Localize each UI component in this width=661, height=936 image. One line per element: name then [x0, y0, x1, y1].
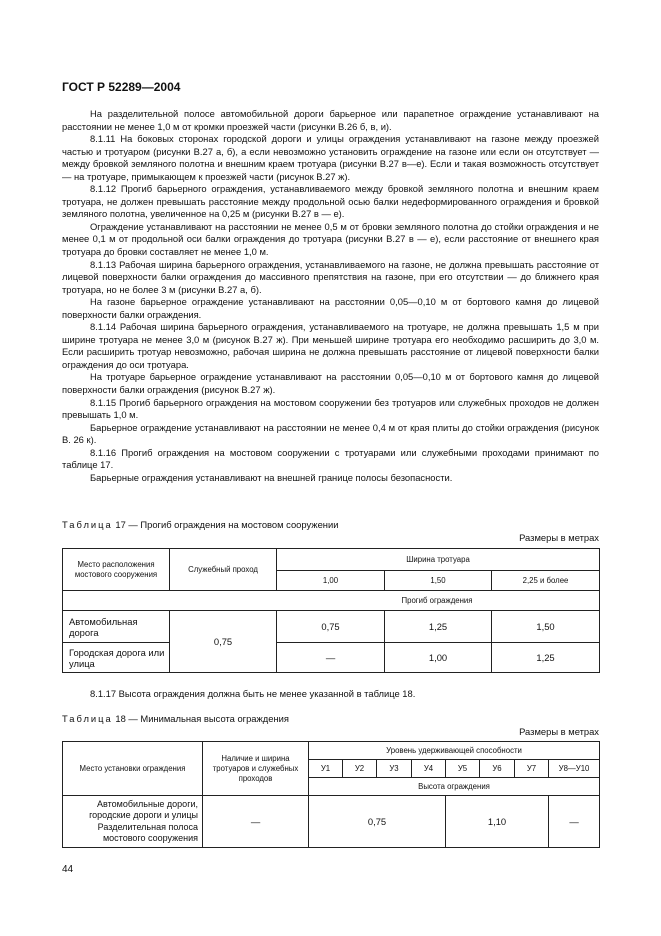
table17-deflection-header: Прогиб ограждения [63, 591, 600, 611]
table18-caption-prefix: Таблица [62, 713, 113, 724]
table17-row1-value: 0,75 [277, 611, 385, 643]
table17-caption-prefix: Таблица [62, 519, 113, 530]
table18-caption [62, 713, 289, 724]
table17 [62, 548, 600, 673]
table18-header-place: Место установки ограждения [63, 742, 203, 796]
paragraph: 8.1.12 Прогиб барьерного ограждения, устанавливаемого между бровкой земляного полотна и внешним краем тротуара, не должен превышать расстояние между продольной осью балки недеформированного ограждения и бровкой земляного полотна, увеличенное на 0,25 м (рисунки В.27 в — е). [62, 183, 599, 220]
table18-header-presence: Наличие и ширина тротуаров и служебных проходов [203, 742, 309, 796]
table17-row2-value: 1,00 [385, 643, 492, 673]
document-header: ГОСТ Р 52289—2004 [62, 80, 181, 94]
paragraph: Барьерное ограждение устанавливают на расстоянии не менее 0,4 м от края плиты до стойки ограждения (рисунок В. 26 к). [62, 421, 599, 446]
table17-width-3: 2,25 и более [492, 571, 600, 591]
table18-level: У7 [515, 760, 549, 778]
paragraph: На газоне барьерное ограждение устанавливают на расстоянии 0,05—0,10 м от бортового камня до лицевой поверхности балки ограждения. [62, 296, 599, 320]
table18-row-presence: — [203, 796, 309, 848]
paragraph: Ограждение устанавливают на расстоянии не менее 0,5 м от бровки земляного полотна до стойки ограждения и не менее 0,1 м от продольной оси балки ограждения до тротуара (рисунки В.27 в — е), если расстояние от внешнего края тротуара до бровки составляет не менее 1,0 м. [62, 220, 599, 258]
table18-level: У6 [480, 760, 515, 778]
page-number: 44 [62, 864, 74, 875]
table18-level: У1 [309, 760, 343, 778]
table17-row1-value: 1,25 [385, 611, 492, 643]
table17-row1-place: Автомобильная дорога [63, 611, 170, 643]
paragraph: 8.1.14 Рабочая ширина барьерного ограждения, устанавливаемого на тротуаре, не должна превышать 1,5 м при ширине тротуара не менее 3,0 м (рисунок В.27 ж). При меньшей ширине тротуара его необходимо расширить до 3,0 м. Если расширить тротуар невозможно, рабочая ширина не должна превышать расстояние от лицевой поверхности балки ограждения до оси тротуара. [62, 321, 599, 370]
table17-header-place: Место расположения мостового сооружения [63, 549, 170, 591]
table17-header-service: Служебный проход [170, 549, 277, 591]
table17-row2-value: — [277, 643, 385, 673]
table18-level: У8—У10 [549, 760, 600, 778]
table18-row-value: 0,75 [309, 796, 446, 848]
table18-caption-title: 18 — Минимальная высота ограждения [112, 713, 289, 724]
table18 [62, 741, 600, 848]
table18-level: У3 [377, 760, 412, 778]
paragraph: 8.1.16 Прогиб ограждения на мостовом сооружении с тротуарами или служебными проходами принимают по таблице 17. [62, 446, 599, 471]
paragraph: 8.1.13 Рабочая ширина барьерного ограждения, устанавливаемого на газоне, не должна превышать расстояние от лицевой поверхности балки ограждения до массивного препятствия на газоне, при его отсутствии — до ближнего края тротуара, но не более 3 м (рисунки В.27 а, б). [62, 258, 599, 295]
body-text [62, 108, 599, 484]
table17-caption [62, 519, 338, 530]
paragraph: На тротуаре барьерное ограждение устанавливают на расстоянии 0,05—0,10 м от бортового камня до лицевой поверхности балки ограждения (рисунок В.27 ж). [62, 371, 599, 396]
table18-level: У2 [343, 760, 377, 778]
table17-caption-title: 17 — Прогиб ограждения на мостовом сооружении [112, 519, 339, 530]
paragraph: На разделительной полосе автомобильной дороги барьерное или парапетное ограждение устанавливают на расстоянии не менее 1,0 м от кромки проезжей части (рисунки В.26 б, в, и). [62, 108, 599, 132]
paragraph: 8.1.11 На боковых сторонах городской дороги и улицы ограждения устанавливают на газоне между проезжей частью и тротуаром (рисунки В.27 а, б), а если невозможно установить ограждение на газоне или если он отсутствует — между бровкой земляного полотна и внешним краем тротуара (рисунки В.27 в—е). Если и такая возможность отсутствует — на тротуаре, примыкающем к проезжей части (рисунок В.27 ж). [62, 133, 599, 182]
table18-row-value: 1,10 [446, 796, 549, 848]
table18-row-value: — [549, 796, 600, 848]
table18-level: У4 [412, 760, 446, 778]
table17-service-value: 0,75 [170, 611, 277, 673]
paragraph: Барьерные ограждения устанавливают на внешней границе полосы безопасности. [90, 471, 453, 483]
table17-width-2: 1,50 [385, 571, 492, 591]
table17-row2-place: Городская дорога или улица [63, 643, 170, 673]
table17-header-width: Ширина тротуара [277, 549, 600, 571]
paragraph-8-1-17: 8.1.17 Высота ограждения должна быть не менее указанной в таблице 18. [90, 688, 416, 699]
table17-row2-value: 1,25 [492, 643, 600, 673]
table17-width-1: 1,00 [277, 571, 385, 591]
table18-level: У5 [446, 760, 480, 778]
table18-units: Размеры в метрах [519, 726, 599, 737]
paragraph: 8.1.15 Прогиб барьерного ограждения на мостовом сооружении без тротуаров или служебных проходов не должен превышать 1,0 м. [62, 396, 599, 421]
table18-row-place: Автомобильные дороги, городские дороги и улицы Разделительная полоса мостового сооружения [63, 796, 203, 848]
table17-row1-value: 1,50 [492, 611, 600, 643]
table17-units: Размеры в метрах [519, 532, 599, 543]
table18-header-level: Уровень удерживающей способности [309, 742, 600, 760]
table18-height-header: Высота ограждения [309, 778, 600, 796]
